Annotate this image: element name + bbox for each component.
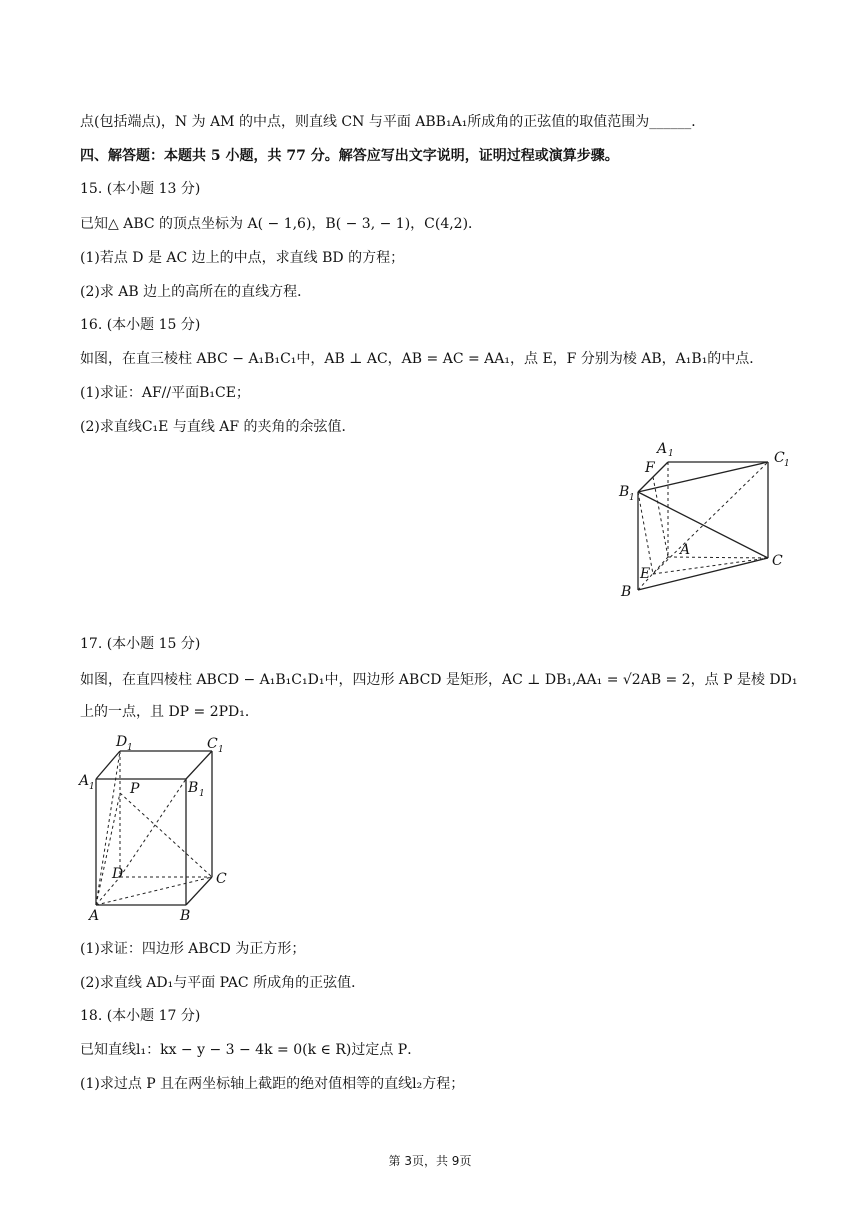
label-P: P <box>130 781 140 797</box>
q17-part1: (1)求证：四边形 ABCD 为正方形； <box>80 941 306 957</box>
page-footer: 第 3页，共 9页 <box>388 1154 472 1168</box>
q18-part1: (1)求过点 P 且在两坐标轴上截距的绝对值相等的直线l₂方程； <box>80 1076 465 1092</box>
label-A1: A <box>79 773 90 789</box>
q16-title: 16. (本小题 15 分) <box>80 317 201 333</box>
label-A1: A <box>657 441 668 457</box>
q16-part1: (1)求证：AF//平面B₁CE； <box>80 385 250 401</box>
label-B1-sub: 1 <box>199 789 205 799</box>
label-D: D <box>112 866 124 882</box>
label-A1-sub: 1 <box>89 782 95 792</box>
label-D1: D <box>116 734 128 750</box>
q17-stem-cont: 上的一点，且 DP = 2PD₁． <box>80 704 259 720</box>
label-B1: B <box>619 484 630 500</box>
label-C: C <box>772 553 783 569</box>
label-C1-sub: 1 <box>784 459 790 469</box>
q18-stem: 已知直线l₁：kx − y − 3 − 4k = 0(k ∈ R)过定点 P． <box>80 1042 422 1058</box>
q18-title: 18. (本小题 17 分) <box>80 1008 201 1024</box>
q17-title: 17. (本小题 15 分) <box>80 636 201 652</box>
q15-stem: 已知△ ABC 的顶点坐标为 A( − 1,6)，B( − 3, − 1)，C(4,2)． <box>80 216 483 232</box>
q17-part2: (2)求直线 AD₁与平面 PAC 所成角的正弦值． <box>80 975 366 991</box>
section-heading: 四、解答题：本题共 5 小题，共 77 分。解答应写出文字说明，证明过程或演算步骤。 <box>80 148 619 164</box>
q15-part2: (2)求 AB 边上的高所在的直线方程． <box>80 284 312 300</box>
label-A: A <box>89 908 100 924</box>
label-C: C <box>216 871 227 887</box>
continued-question-line: 点(包括端点)，N 为 AM 的中点，则直线 CN 与平面 ABB₁A₁所成角的正弦值的取值范围为______． <box>80 114 706 130</box>
label-A1-sub: 1 <box>668 449 674 459</box>
label-D1-sub: 1 <box>127 743 133 753</box>
label-B: B <box>621 584 632 600</box>
label-A: A <box>680 542 691 558</box>
label-E: E <box>640 566 651 582</box>
label-C1: C <box>207 736 218 752</box>
label-C1-sub: 1 <box>218 745 224 755</box>
q16-stem: 如图，在直三棱柱 ABC − A₁B₁C₁中，AB ⊥ AC，AB = AC = AA₁，点 E，F 分别为棱 AB，A₁B₁的中点． <box>80 351 764 367</box>
q15-part1: (1)若点 D 是 AC 边上的中点，求直线 BD 的方程； <box>80 250 405 266</box>
q16-part2: (2)求直线C₁E 与直线 AF 的夹角的余弦值． <box>80 419 356 435</box>
label-F: F <box>645 460 655 476</box>
label-B1: B <box>188 780 199 796</box>
label-B: B <box>180 908 191 924</box>
label-C1: C <box>774 450 785 466</box>
q17-stem: 如图，在直四棱柱 ABCD − A₁B₁C₁D₁中，四边形 ABCD 是矩形，AC ⊥ DB₁,AA₁ = √2AB = 2，点 P 是棱 DD₁ <box>80 672 798 688</box>
label-B1-sub: 1 <box>629 493 635 503</box>
q15-title: 15. (本小题 13 分) <box>80 181 201 197</box>
